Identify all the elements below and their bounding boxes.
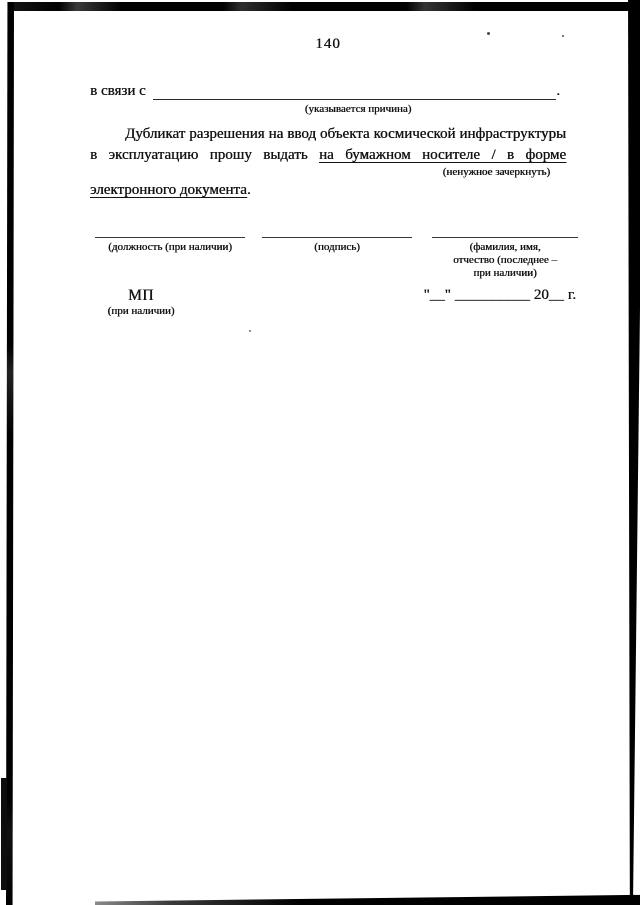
- signature-caption-fullname-line1: (фамилия, имя,: [469, 241, 541, 253]
- date-year-prefix: 20: [533, 287, 549, 303]
- paragraph-line-3-underlined: электронного документа: [90, 182, 247, 198]
- stamp-date-row: [90, 286, 578, 318]
- page-content: [90, 0, 578, 905]
- paragraph-line-2-underlined: на бумажном носителе / в форме: [318, 147, 567, 163]
- paragraph-line-2-plain: в эксплуатацию прошу выдать: [90, 147, 308, 163]
- date-day-blank: __: [429, 287, 445, 303]
- page-number: 140: [315, 36, 341, 52]
- signature-line-position: [95, 237, 245, 280]
- paragraph-line-3-period: .: [246, 182, 251, 198]
- stamp-label: МП: [128, 287, 154, 304]
- signature-caption-fullname-line3: при наличии): [473, 267, 537, 279]
- scan-border-left: [6, 2, 14, 905]
- signature-caption-position: (должность (при наличии): [108, 241, 232, 253]
- stamp-block: [103, 286, 179, 318]
- date-month-blank: __________: [454, 287, 530, 303]
- paragraph-line-3: [90, 180, 566, 201]
- reason-period: .: [556, 83, 560, 99]
- signature-block: [90, 237, 578, 280]
- reason-prefix: в связи с: [90, 83, 146, 99]
- signature-caption-fullname-line2: отчество (последнее –: [453, 254, 557, 266]
- stamp-note: (при наличии): [107, 305, 175, 317]
- reason-blank-line: [153, 84, 557, 100]
- signature-caption-fullname: [432, 241, 578, 280]
- date-year-blank: __: [548, 287, 564, 303]
- scan-border-right: [627, 0, 640, 905]
- date-open-quote: ": [423, 287, 430, 303]
- reason-caption: (указывается причина): [304, 103, 412, 115]
- scan-border-left-foot: [1, 778, 7, 890]
- signature-line-fullname: [432, 237, 578, 280]
- date-year-suffix: г.: [567, 287, 576, 303]
- signature-caption-signature: (подпись): [314, 241, 360, 253]
- signature-line-signature: [262, 237, 412, 280]
- date-line: [424, 286, 576, 305]
- date-close-quote: ": [444, 287, 451, 303]
- reason-line: [90, 83, 560, 100]
- paragraph-line-1: Дубликат разрешения на ввод объекта космической инфраструктуры: [125, 126, 566, 142]
- request-paragraph: [90, 124, 566, 201]
- strike-note: (ненужное зачеркнуть): [442, 166, 550, 178]
- paragraph-line-2: [90, 145, 566, 166]
